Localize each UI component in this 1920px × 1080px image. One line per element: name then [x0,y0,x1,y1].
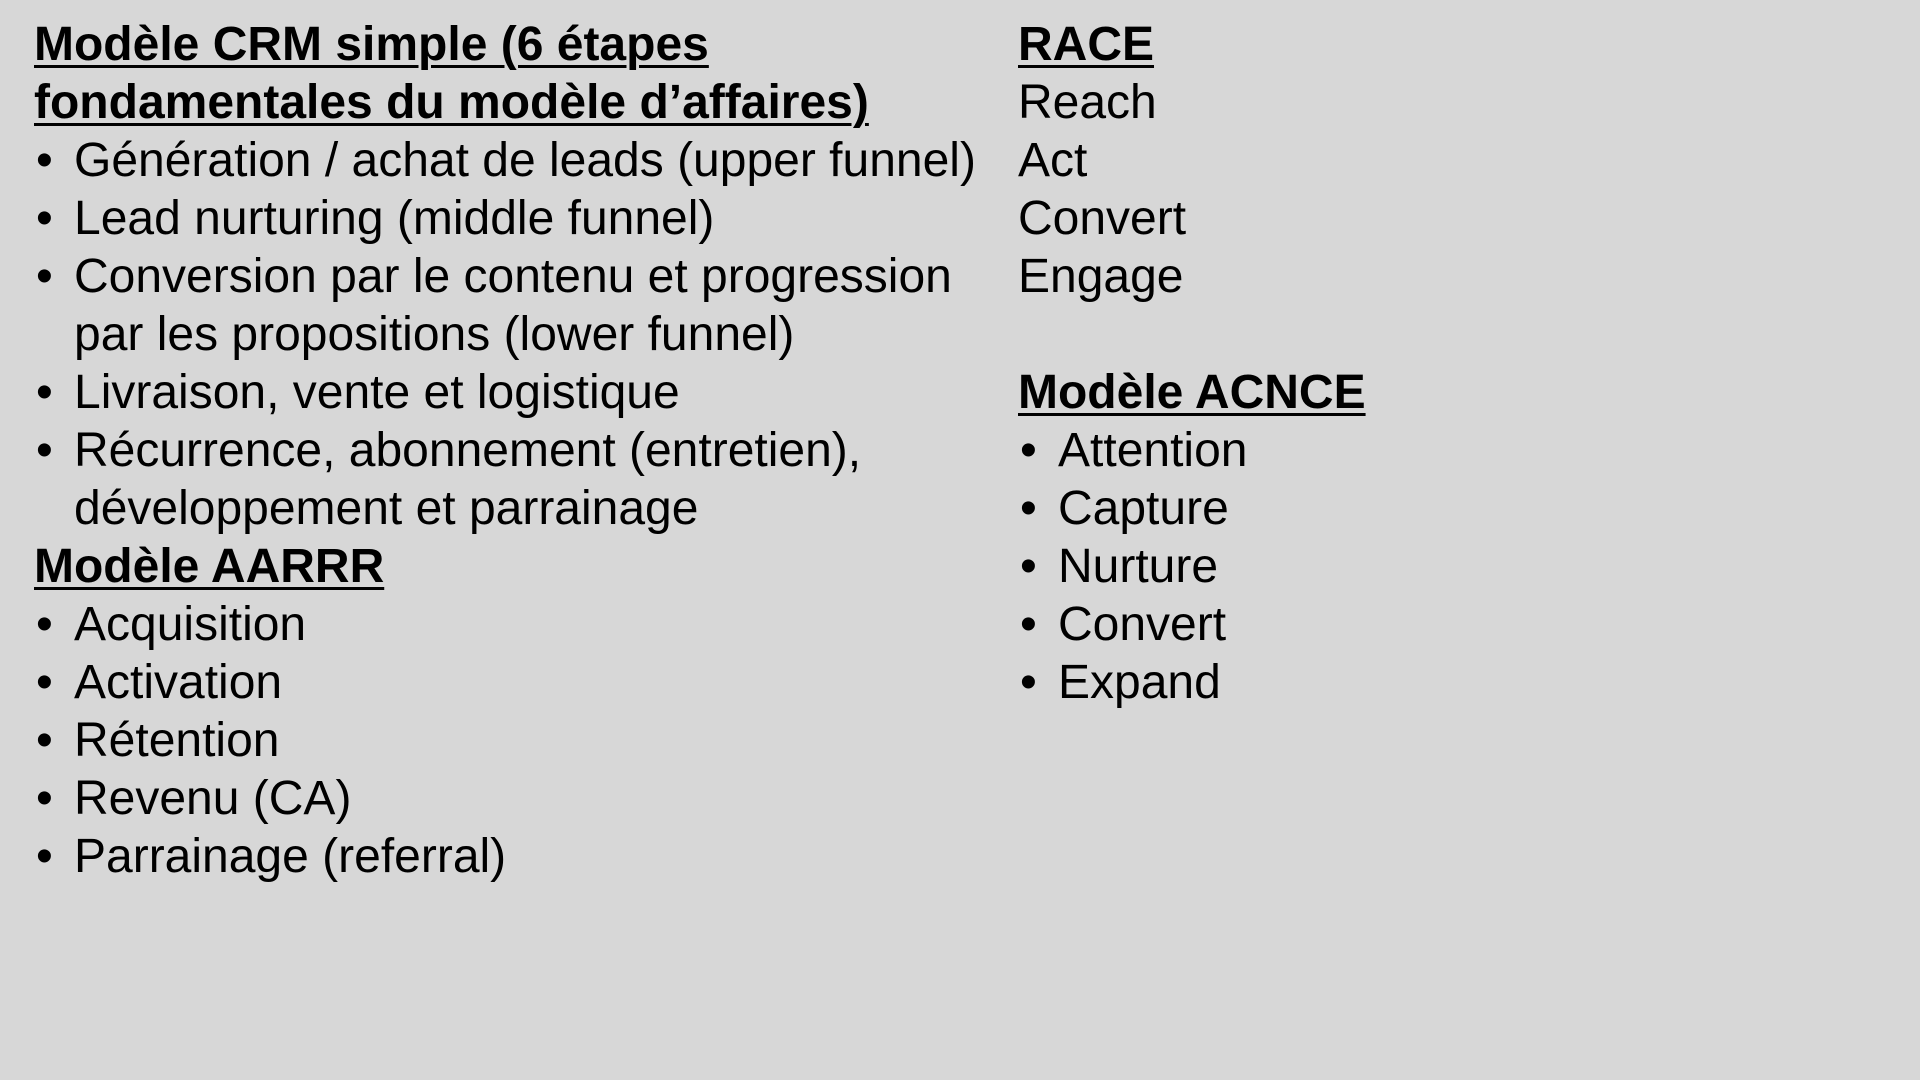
left-column [34,16,984,886]
acnce-list [1018,422,1878,712]
right-column [1018,16,1878,712]
list-item: • Nurture [1018,538,1878,596]
list-item: • Convert [1018,596,1878,654]
list-item: • Activation [34,654,984,712]
acnce-heading: Modèle ACNCE [1018,366,1366,419]
list-item: • Expand [1018,654,1878,712]
list-item: • Conversion par le contenu et progression par les propositions (lower funnel) [36,250,952,361]
bullet-icon: • [1020,598,1037,651]
bullet-icon: • [36,192,53,245]
aarrr-list [34,596,984,886]
bullet-icon: • [1020,424,1037,477]
list-item: • Rétention [34,712,984,770]
bullet-icon: • [36,424,53,477]
list-item: • Génération / achat de leads (upper funnel) [34,132,984,190]
race-list [1018,74,1878,306]
race-heading: RACE [1018,18,1155,71]
list-item: • Récurrence, abonnement (entretien), développement et parrainage [36,424,862,535]
list-item: • Livraison, vente et logistique [34,364,984,422]
list-item: Engage [1018,250,1184,303]
bullet-icon: • [36,772,53,825]
bullet-icon: • [36,250,53,303]
bullet-icon: • [1020,656,1037,709]
aarrr-heading: Modèle AARRR [34,540,385,593]
list-item: • Revenu (CA) [34,770,984,828]
crm-heading: Modèle CRM simple (6 étapes fondamentales du modèle d’affaires) [34,18,869,129]
spacer [1018,306,1878,364]
crm-list [34,132,984,538]
list-item: • Attention [1018,422,1878,480]
bullet-icon: • [36,714,53,767]
bullet-icon: • [36,598,53,651]
bullet-icon: • [36,134,53,187]
bullet-icon: • [36,656,53,709]
bullet-icon: • [36,366,53,419]
list-item: Act [1018,134,1088,187]
list-item: Reach [1018,76,1157,129]
list-item: • Acquisition [34,596,984,654]
list-item: • Capture [1018,480,1878,538]
bullet-icon: • [1020,482,1037,535]
list-item: • Lead nurturing (middle funnel) [34,190,984,248]
list-item: • Parrainage (referral) [34,828,984,886]
bullet-icon: • [36,830,53,883]
bullet-icon: • [1020,540,1037,593]
list-item: Convert [1018,192,1187,245]
